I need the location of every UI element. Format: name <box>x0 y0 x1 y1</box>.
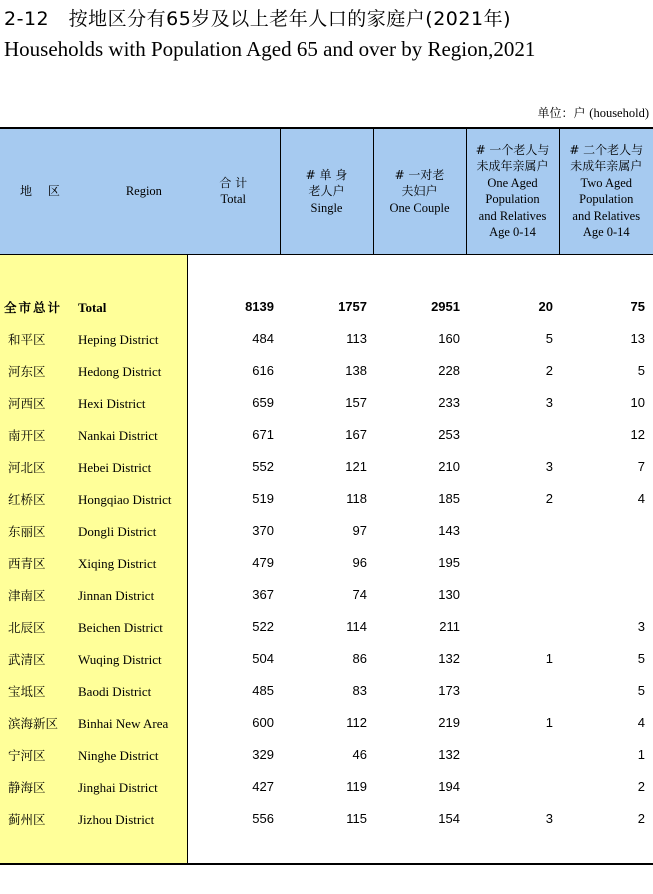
spacer-cell <box>0 835 187 864</box>
table-body <box>0 254 653 864</box>
page-title-en: Households with Population Aged 65 and over by Region,2021 <box>4 37 536 61</box>
region-cell <box>0 707 187 739</box>
value-cell <box>466 771 559 803</box>
value-cell: 12 <box>630 427 645 442</box>
header-two-aged <box>559 128 653 254</box>
value-cell: 2 <box>637 811 645 826</box>
region-name-cn: 全市总计 <box>4 299 63 315</box>
header-line: 未成年亲属户 <box>476 159 549 174</box>
header-line: # 一对老 <box>394 167 445 182</box>
value-cell: 210 <box>438 459 460 474</box>
region-cell <box>0 675 187 707</box>
region-cell <box>0 323 187 355</box>
value-cell: 427 <box>252 779 274 794</box>
value-cell: 1757 <box>338 299 367 314</box>
value-cell: 367 <box>252 587 274 602</box>
region-name-en: Total <box>78 299 107 315</box>
header-region-en: Region <box>125 184 162 198</box>
value-cell: 2 <box>637 779 645 794</box>
value-cell: 143 <box>438 523 460 538</box>
value-cell: 228 <box>438 363 460 378</box>
value-cell <box>466 611 559 643</box>
table-row <box>0 419 653 451</box>
header-line: Age 0-14 <box>582 225 630 240</box>
region-name-en: Heping District <box>78 331 159 347</box>
region-name-cn: 静海区 <box>8 779 46 795</box>
value-cell: 3 <box>545 395 553 410</box>
header-line: Population <box>579 192 634 207</box>
table-row <box>0 675 653 707</box>
header-region <box>0 128 187 254</box>
region-name-en: Binhai New Area <box>78 715 169 731</box>
header-one-couple <box>373 128 466 254</box>
region-name-cn: 河北区 <box>8 459 46 475</box>
value-cell: 556 <box>252 811 274 826</box>
header-line: and Relatives <box>572 208 641 223</box>
value-cell <box>559 547 653 579</box>
header-single <box>280 128 373 254</box>
unit-label-en: (household) <box>589 106 649 120</box>
value-cell: 75 <box>630 299 645 314</box>
table-row <box>0 515 653 547</box>
value-cell: 154 <box>438 811 460 826</box>
value-cell: 219 <box>438 715 460 730</box>
header-line: 合 计 <box>219 175 248 190</box>
region-name-cn: 南开区 <box>8 427 46 443</box>
value-cell: 1 <box>545 715 553 730</box>
table-row <box>0 387 653 419</box>
value-cell: 1 <box>637 747 645 762</box>
region-name-en: Hebei District <box>78 459 152 475</box>
value-cell <box>559 579 653 611</box>
data-table <box>0 127 653 865</box>
region-name-en: Hexi District <box>78 395 146 411</box>
page-title-cn: 2-12 按地区分有65岁及以上老年人口的家庭户(2021年) <box>4 8 511 30</box>
region-name-en: Baodi District <box>78 683 152 699</box>
region-name-cn: 北辰区 <box>8 619 46 635</box>
value-cell: 671 <box>252 427 274 442</box>
region-cell <box>0 803 187 835</box>
region-cell <box>0 611 187 643</box>
region-name-cn: 宝坻区 <box>8 683 46 699</box>
table-row <box>0 451 653 483</box>
value-cell: 83 <box>352 683 367 698</box>
value-cell: 20 <box>538 299 553 314</box>
region-name-cn: 蓟州区 <box>8 811 46 827</box>
total-row <box>0 291 653 323</box>
region-cell <box>0 515 187 547</box>
value-cell <box>559 515 653 547</box>
value-cell: 96 <box>352 555 367 570</box>
value-cell: 113 <box>346 331 367 346</box>
value-cell: 2 <box>545 363 553 378</box>
region-name-cn: 红桥区 <box>8 491 46 507</box>
value-cell: 74 <box>352 587 367 602</box>
region-name-cn: 西青区 <box>8 555 46 571</box>
value-cell: 118 <box>346 491 367 506</box>
value-cell: 616 <box>252 363 274 378</box>
header-line: # 单 身 <box>305 167 348 182</box>
value-cell: 10 <box>630 395 645 410</box>
value-cell: 233 <box>438 395 460 410</box>
spacer-cell <box>187 254 653 291</box>
value-cell: 504 <box>252 651 274 666</box>
value-cell <box>466 675 559 707</box>
header-total <box>187 128 280 254</box>
value-cell: 195 <box>438 555 460 570</box>
region-name-cn: 东丽区 <box>8 523 46 539</box>
value-cell: 119 <box>346 779 367 794</box>
table-row <box>0 483 653 515</box>
value-cell: 5 <box>637 651 645 666</box>
value-cell: 552 <box>252 459 274 474</box>
table-row <box>0 611 653 643</box>
region-cell <box>0 579 187 611</box>
value-cell: 253 <box>438 427 460 442</box>
value-cell: 97 <box>352 523 367 538</box>
table-row <box>0 547 653 579</box>
unit-label-cn: 单位：户 <box>537 106 586 120</box>
table-row <box>0 707 653 739</box>
header-line: Population <box>485 192 540 207</box>
spacer-row <box>0 835 653 864</box>
value-cell: 132 <box>438 651 460 666</box>
region-name-en: Hongqiao District <box>78 491 172 507</box>
region-cell <box>0 387 187 419</box>
value-cell: 479 <box>252 555 274 570</box>
region-name-en: Hedong District <box>78 363 162 379</box>
value-cell: 2951 <box>431 299 460 314</box>
header-region-cn: 地 区 <box>20 184 66 198</box>
value-cell: 86 <box>352 651 367 666</box>
value-cell: 522 <box>252 619 274 634</box>
region-cell <box>0 451 187 483</box>
header-line: # 一个老人与 <box>475 142 550 157</box>
value-cell: 3 <box>637 619 645 634</box>
header-line: 未成年亲属户 <box>570 159 643 174</box>
region-name-en: Dongli District <box>78 523 157 539</box>
value-cell: 115 <box>346 811 367 826</box>
value-cell: 519 <box>252 491 274 506</box>
region-cell <box>0 547 187 579</box>
region-name-cn: 滨海新区 <box>8 715 59 731</box>
region-cell <box>0 643 187 675</box>
region-name-en: Beichen District <box>78 619 163 635</box>
value-cell: 5 <box>637 363 645 378</box>
value-cell <box>466 547 559 579</box>
region-name-cn: 河东区 <box>8 363 46 379</box>
value-cell: 4 <box>637 491 645 506</box>
header-line: One Couple <box>389 200 450 215</box>
region-name-cn: 宁河区 <box>8 747 46 763</box>
header-one-aged <box>466 128 559 254</box>
region-name-cn: 河西区 <box>8 395 46 411</box>
region-name-cn: 津南区 <box>8 587 46 603</box>
region-name-en: Nankai District <box>78 427 158 443</box>
header-line: 老人户 <box>308 184 345 198</box>
header-line: 夫妇户 <box>401 184 438 198</box>
value-cell: 132 <box>438 747 460 762</box>
region-name-en: Wuqing District <box>78 651 162 667</box>
region-name-en: Xiqing District <box>78 555 157 571</box>
value-cell: 157 <box>345 395 367 410</box>
region-cell <box>0 739 187 771</box>
value-cell: 173 <box>438 683 460 698</box>
value-cell: 484 <box>252 331 274 346</box>
value-cell <box>466 739 559 771</box>
header-line: Total <box>220 192 246 207</box>
value-cell: 370 <box>252 523 274 538</box>
region-name-cn: 武清区 <box>8 651 46 667</box>
region-name-en: Jizhou District <box>78 811 155 827</box>
value-cell: 194 <box>438 779 460 794</box>
value-cell: 138 <box>345 363 367 378</box>
region-cell <box>0 419 187 451</box>
table-row <box>0 771 653 803</box>
header-row <box>0 128 653 254</box>
value-cell: 4 <box>637 715 645 730</box>
value-cell: 329 <box>252 747 274 762</box>
value-cell: 485 <box>252 683 274 698</box>
region-name-en: Jinnan District <box>78 587 155 603</box>
spacer-row <box>0 254 653 291</box>
header-line: Age 0-14 <box>489 225 536 240</box>
value-cell: 8139 <box>245 299 274 314</box>
spacer-cell <box>187 835 653 864</box>
region-cell <box>0 771 187 803</box>
value-cell: 5 <box>545 331 553 346</box>
value-cell: 112 <box>346 715 367 730</box>
table-row <box>0 323 653 355</box>
region-name-en: Jinghai District <box>78 779 158 795</box>
header-line: Single <box>310 200 343 215</box>
value-cell: 211 <box>439 619 460 634</box>
value-cell: 600 <box>252 715 274 730</box>
value-cell: 7 <box>637 459 645 474</box>
region-cell <box>0 355 187 387</box>
value-cell: 5 <box>637 683 645 698</box>
header-line: and Relatives <box>478 208 547 223</box>
value-cell: 659 <box>252 395 274 410</box>
value-cell: 121 <box>345 459 367 474</box>
region-name-en: Ninghe District <box>78 747 159 763</box>
table-row <box>0 803 653 835</box>
value-cell: 167 <box>345 427 367 442</box>
value-cell: 130 <box>438 587 460 602</box>
spacer-cell <box>0 254 187 291</box>
value-cell: 114 <box>346 619 367 634</box>
value-cell <box>466 579 559 611</box>
header-line: # 二个老人与 <box>569 142 644 157</box>
table-row <box>0 739 653 771</box>
header-line: Two Aged <box>580 175 633 190</box>
region-cell <box>0 483 187 515</box>
table-row <box>0 355 653 387</box>
value-cell <box>466 515 559 547</box>
value-cell: 185 <box>438 491 460 506</box>
value-cell: 3 <box>545 459 553 474</box>
region-name-cn: 和平区 <box>8 331 46 347</box>
value-cell: 1 <box>545 651 553 666</box>
value-cell: 3 <box>545 811 553 826</box>
value-cell: 46 <box>352 747 367 762</box>
value-cell: 160 <box>438 331 460 346</box>
table-row <box>0 643 653 675</box>
value-cell <box>466 419 559 451</box>
table-row <box>0 579 653 611</box>
unit-label <box>537 104 649 121</box>
header-line: One Aged <box>487 175 538 190</box>
region-cell <box>0 291 187 323</box>
value-cell: 2 <box>545 491 553 506</box>
value-cell: 13 <box>630 331 645 346</box>
